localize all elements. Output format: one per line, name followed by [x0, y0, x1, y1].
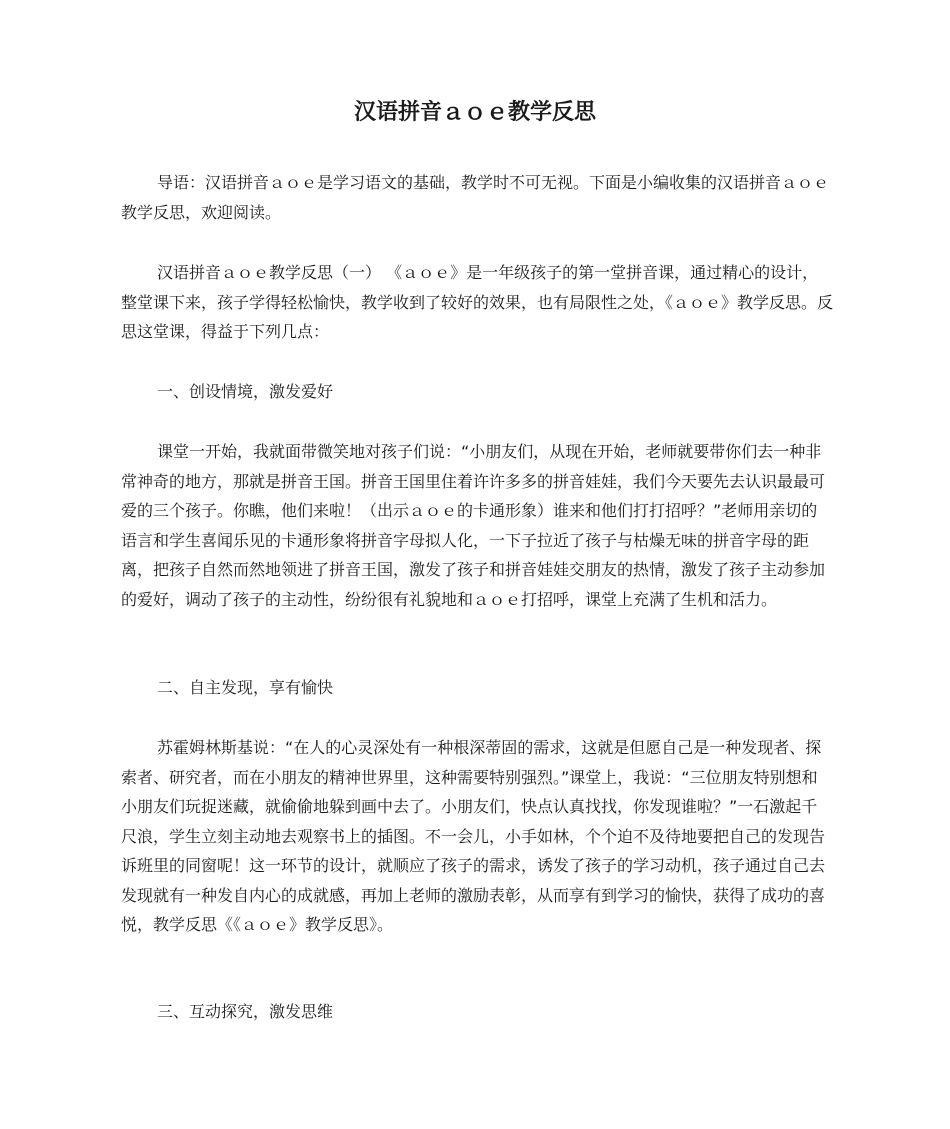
reflection-1-paragraph: 汉语拼音ａｏｅ教学反思（一） 《ａｏｅ》是一年级孩子的第一堂拼音课，通过精心的设计，整堂课下来，孩子学得轻松愉快，教学收到了较好的效果，也有局限性之处，《ａｏｅ》教学反思。反思这堂课，得益于下列几点： [121, 263, 834, 341]
section-body-1: 课堂一开始，我就面带微笑地对孩子们说：“小朋友们，从现在开始，老师就要带你们去一种非常神奇的地方，那就是拼音王国。拼音王国里住着许许多多的拼音娃娃，我们今天要先去认识最最可爱的三个孩子。你瞧，他们来啦！（出示ａｏｅ的卡通形象）谁来和他们打打招呼？”老师用亲切的语言和学生喜闻乐见的卡通形象将拼音字母拟人化，一下子拉近了孩子与枯燥无味的拼音字母的距离，把孩子自然而然地领进了拼音王国，激发了孩子和拼音娃娃交朋友的热情，激发了孩子主动参加的爱好，调动了孩子的主动性，纷纷很有礼貌地和ａｏｅ打招呼，课堂上充满了生机和活力。 [121, 442, 826, 609]
section-heading-2: 二、自主发现，享有愉快 [157, 678, 334, 697]
section-body-2: 苏霍姆林斯基说：“在人的心灵深处有一种根深蒂固的需求，这就是但愿自己是一种发现者、探索者、研究者，而在小朋友的精神世界里，这种需要特别强烈。”课堂上，我说：“三位朋友特别想和小朋友们玩捉迷藏，就偷偷地躲到画中去了。小朋友们，快点认真找找，你发现谁啦？”一石激起千尺浪，学生立刻主动地去观察书上的插图。不一会儿，小手如林，个个迫不及待地要把自己的发现告诉班里的同窗呢！这一环节的设计，就顺应了孩子的需求，诱发了孩子的学习动机，孩子通过自己去发现就有一种发自内心的成就感，再加上老师的激励表彰，从而享有到学习的愉快，获得了成功的喜悦，教学反思《《ａｏｅ》教学反思》。 [121, 738, 826, 934]
section-heading-1: 一、创设情境，激发爱好 [157, 382, 334, 401]
document-title: 汉语拼音ａｏｅ教学反思 [353, 100, 596, 125]
section-heading-3: 三、互动探究，激发思维 [157, 1002, 334, 1021]
intro-paragraph: 导语：汉语拼音ａｏｅ是学习语文的基础，教学时不可无视。下面是小编收集的汉语拼音ａｏｅ教学反思，欢迎阅读。 [121, 173, 830, 222]
